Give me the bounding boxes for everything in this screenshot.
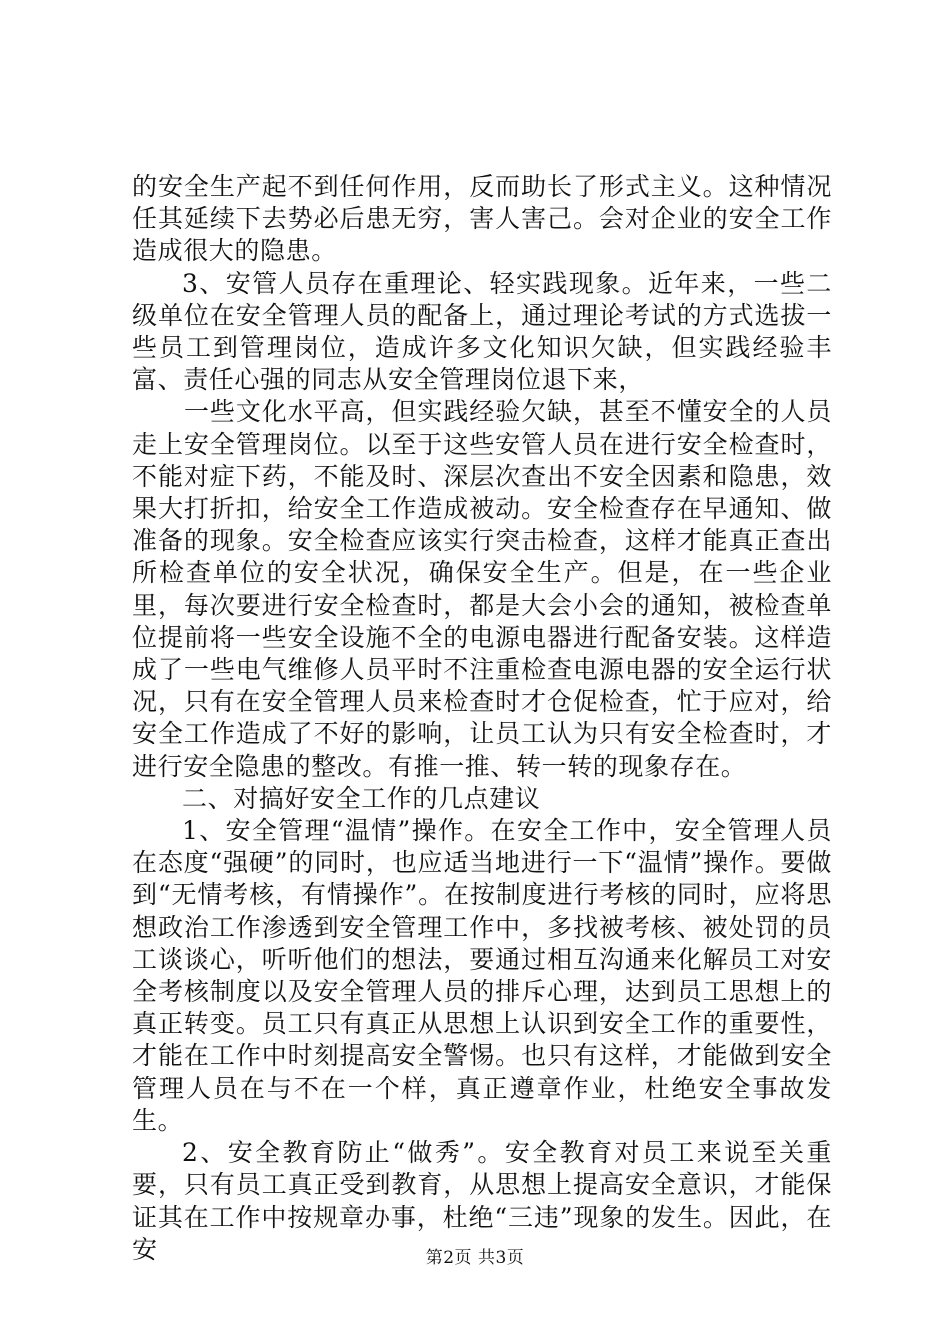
paragraph-item-3: 3、安管人员存在重理论、轻实践现象。近年来，一些二级单位在安全管理人员的配备上，通过理论考试的方式选拔一些员工到管理岗位，造成许多文化知识欠缺，但实践经验丰富、责任心强的同志从安全管理岗位退下来， (132, 268, 832, 395)
paragraph-suggestion-1: 1、安全管理“温情”操作。在安全工作中，安全管理人员在态度“强硬”的同时，也应适当地进行一下“温情”操作。要做到“无情考核，有情操作”。在按制度进行考核的同时，应将思想政治工作渗透到安全管理工作中，多找被考核、被处罚的员工谈谈心，听听他们的想法，要通过相互沟通来化解员工对安全考核制度以及安全管理人员的排斥心理，达到员工思想上的真正转变。员工只有真正从思想上认识到安全工作的重要性，才能在工作中时刻提高安全警惕。也只有这样，才能做到安全管理人员在与不在一个样，真正遵章作业，杜绝安全事故发生。 (132, 816, 832, 1135)
page-number-footer: 第2页 共3页 (425, 1248, 525, 1268)
paragraph-suggestion-2: 2、安全教育防止“做秀”。安全教育对员工来说至关重要，只有员工真正受到教育，从思想上提高安全意识，才能保证其在工作中按规章办事，杜绝“三违”现象的发生。因此，在安 (132, 1138, 832, 1264)
paragraph-continuation: 的安全生产起不到任何作用，反而助长了形式主义。这种情况任其延续下去势必后患无穷，害人害己。会对企业的安全工作造成很大的隐患。 (132, 172, 832, 266)
document-body (132, 171, 832, 1266)
paragraph-inspection: 一些文化水平高，但实践经验欠缺，甚至不懂安全的人员走上安全管理岗位。以至于这些安管人员在进行安全检查时，不能对症下药，不能及时、深层次查出不安全因素和隐患，效果大打折扣，给安全工作造成被动。安全检查存在早通知、做准备的现象。安全检查应该实行突击检查，这样才能真正查出所检查单位的安全状况，确保安全生产。但是，在一些企业里，每次要进行安全检查时，都是大会小会的通知，被检查单位提前将一些安全设施不全的电源电器进行配备安装。这样造成了一些电气维修人员平时不注重检查电源电器的安全运行状况，只有在安全管理人员来检查时才仓促检查，忙于应对，给安全工作造成了不好的影响，让员工认为只有安全检查时，才进行安全隐患的整改。有推一推、转一转的现象存在。 (132, 397, 832, 781)
section-heading-suggestions: 二、对搞好安全工作的几点建议 (182, 783, 541, 813)
